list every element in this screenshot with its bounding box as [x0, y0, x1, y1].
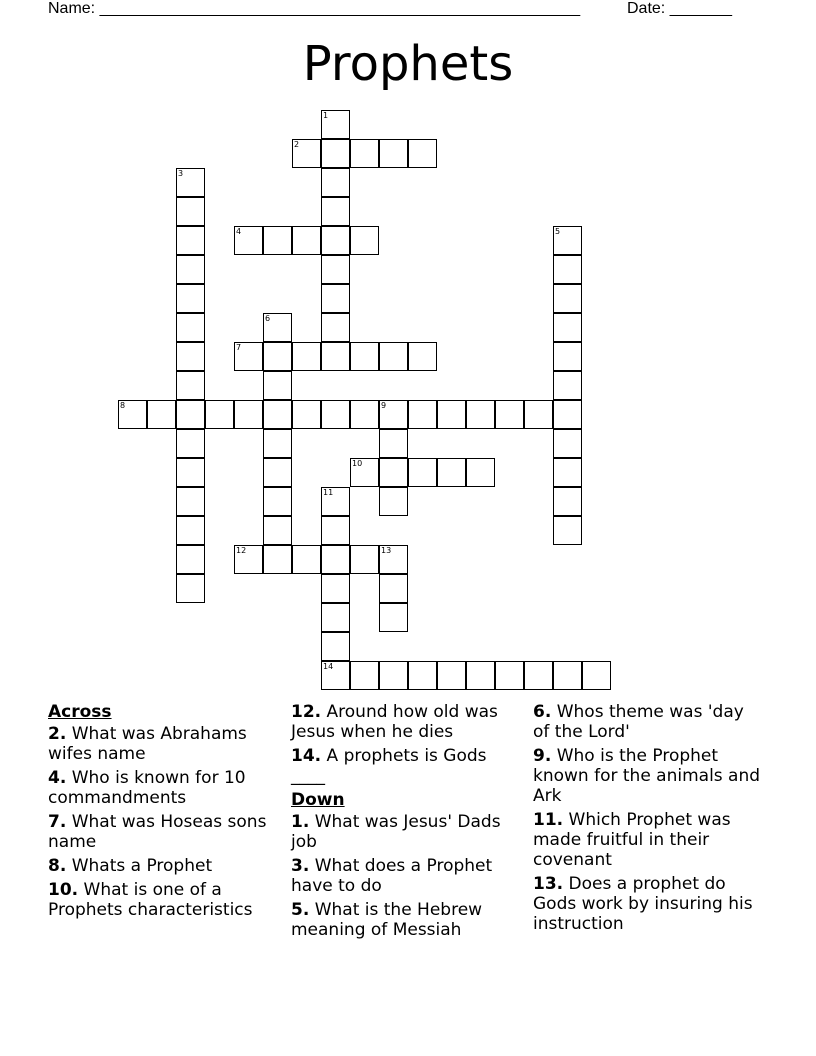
clue-number: 6.	[533, 702, 552, 722]
cell-number: 9	[381, 401, 387, 410]
clue-number: 13.	[533, 874, 564, 894]
clue-down-5	[291, 900, 523, 940]
grid-cell[interactable]	[321, 603, 350, 632]
grid-cell[interactable]	[292, 400, 321, 429]
clue-down-6	[533, 702, 763, 742]
clue-text: What was Jesus' Dads job	[291, 812, 501, 852]
grid-cell[interactable]	[553, 458, 582, 487]
grid-cell[interactable]	[379, 545, 408, 574]
grid-cell[interactable]	[553, 487, 582, 516]
date-field-label: Date: _______	[627, 0, 732, 17]
grid-cell[interactable]	[205, 400, 234, 429]
grid-cell[interactable]	[321, 226, 350, 255]
grid-cell[interactable]	[350, 458, 379, 487]
cell-number: 13	[381, 546, 392, 555]
grid-cell[interactable]	[234, 545, 263, 574]
grid-cell[interactable]	[466, 400, 495, 429]
grid-cell[interactable]	[263, 371, 292, 400]
grid-cell[interactable]	[582, 661, 611, 690]
grid-cell[interactable]	[263, 342, 292, 371]
cell-number: 2	[294, 140, 300, 149]
grid-cell[interactable]	[292, 342, 321, 371]
down-heading: Down	[291, 790, 345, 810]
cell-number: 4	[236, 227, 242, 236]
clue-text: What is the Hebrew meaning of Messiah	[291, 900, 483, 940]
grid-cell[interactable]	[118, 400, 147, 429]
clue-number: 2.	[48, 724, 67, 744]
grid-cell[interactable]	[321, 661, 350, 690]
grid-cell[interactable]	[176, 371, 205, 400]
grid-cell[interactable]	[321, 342, 350, 371]
clue-text: What is one of a Prophets characteristics	[48, 880, 253, 920]
clue-number: 3.	[291, 856, 310, 876]
clue-down-11	[533, 810, 763, 870]
clue-column-3	[533, 702, 763, 938]
grid-cell[interactable]	[466, 458, 495, 487]
grid-cell[interactable]	[263, 226, 292, 255]
clue-text: Who is known for 10 commandments	[48, 768, 246, 808]
grid-cell[interactable]	[321, 255, 350, 284]
grid-cell[interactable]	[176, 458, 205, 487]
grid-cell[interactable]	[176, 429, 205, 458]
clue-text: What does a Prophet have to do	[291, 856, 493, 896]
cell-number: 5	[555, 227, 561, 236]
clue-number: 9.	[533, 746, 552, 766]
grid-cell[interactable]	[379, 342, 408, 371]
grid-cell[interactable]	[379, 603, 408, 632]
grid-cell[interactable]	[321, 400, 350, 429]
grid-cell[interactable]	[321, 516, 350, 545]
grid-cell[interactable]	[176, 284, 205, 313]
grid-cell[interactable]	[437, 661, 466, 690]
clue-down-9	[533, 746, 763, 806]
grid-cell[interactable]	[176, 545, 205, 574]
grid-cell[interactable]	[176, 574, 205, 603]
clue-across-10	[48, 880, 278, 920]
grid-cell[interactable]	[234, 400, 263, 429]
clue-across-4	[48, 768, 278, 808]
clue-text: What was Hoseas sons name	[48, 812, 267, 852]
clue-across-7	[48, 812, 278, 852]
grid-cell[interactable]	[176, 313, 205, 342]
clue-text: Around how old was Jesus when he dies	[291, 702, 498, 742]
grid-cell[interactable]	[553, 313, 582, 342]
grid-cell[interactable]	[321, 487, 350, 516]
clue-text: A prophets is Gods ____	[291, 746, 487, 786]
clue-down-3	[291, 856, 523, 896]
clue-text: What was Abrahams wifes name	[48, 724, 247, 764]
cell-number: 14	[323, 662, 334, 671]
grid-cell[interactable]	[263, 429, 292, 458]
grid-cell[interactable]	[321, 632, 350, 661]
grid-cell[interactable]	[466, 661, 495, 690]
grid-cell[interactable]	[350, 545, 379, 574]
grid-cell[interactable]	[176, 342, 205, 371]
grid-cell[interactable]	[321, 139, 350, 168]
clue-text: Who is the Prophet known for the animals and Ark	[533, 746, 761, 806]
grid-cell[interactable]	[408, 400, 437, 429]
grid-cell[interactable]	[321, 545, 350, 574]
grid-cell[interactable]	[553, 516, 582, 545]
clue-across-14	[291, 746, 523, 786]
clue-text: Which Prophet was made fruitful in their covenant	[533, 810, 731, 870]
clue-down-1	[291, 812, 523, 852]
grid-cell[interactable]	[379, 429, 408, 458]
grid-cell[interactable]	[292, 226, 321, 255]
grid-cell[interactable]	[379, 458, 408, 487]
grid-cell[interactable]	[408, 661, 437, 690]
grid-cell[interactable]	[350, 226, 379, 255]
name-field-label: Name: ______________________________________________________	[48, 0, 581, 17]
grid-cell[interactable]	[321, 574, 350, 603]
clue-across-2	[48, 724, 278, 764]
grid-cell[interactable]	[263, 400, 292, 429]
cell-number: 7	[236, 343, 242, 352]
grid-cell[interactable]	[350, 661, 379, 690]
grid-cell[interactable]	[553, 429, 582, 458]
grid-cell[interactable]	[176, 400, 205, 429]
grid-cell[interactable]	[437, 400, 466, 429]
grid-cell[interactable]	[553, 371, 582, 400]
grid-cell[interactable]	[263, 487, 292, 516]
clue-number: 8.	[48, 856, 67, 876]
clue-text: Whats a Prophet	[71, 856, 213, 876]
cell-number: 1	[323, 111, 329, 120]
grid-cell[interactable]	[408, 139, 437, 168]
grid-cell[interactable]	[553, 284, 582, 313]
grid-cell[interactable]	[495, 661, 524, 690]
grid-cell[interactable]	[350, 139, 379, 168]
cell-number: 3	[178, 169, 184, 178]
grid-cell[interactable]	[495, 400, 524, 429]
grid-cell[interactable]	[553, 342, 582, 371]
grid-cell[interactable]	[263, 458, 292, 487]
grid-cell[interactable]	[176, 197, 205, 226]
grid-cell[interactable]	[408, 342, 437, 371]
grid-cell[interactable]	[553, 400, 582, 429]
grid-cell[interactable]	[524, 400, 553, 429]
grid-cell[interactable]	[379, 487, 408, 516]
clue-number: 14.	[291, 746, 322, 766]
clue-number: 4.	[48, 768, 67, 788]
clue-number: 10.	[48, 880, 79, 900]
grid-cell[interactable]	[379, 139, 408, 168]
grid-cell[interactable]	[321, 313, 350, 342]
grid-cell[interactable]	[176, 168, 205, 197]
grid-cell[interactable]	[350, 400, 379, 429]
grid-cell[interactable]	[553, 661, 582, 690]
cell-number: 12	[236, 546, 247, 555]
across-heading: Across	[48, 702, 112, 722]
grid-cell[interactable]	[147, 400, 176, 429]
clue-number: 7.	[48, 812, 67, 832]
grid-cell[interactable]	[176, 516, 205, 545]
grid-cell[interactable]	[292, 545, 321, 574]
clue-text: Whos theme was 'day of the Lord'	[533, 702, 744, 742]
grid-cell[interactable]	[321, 168, 350, 197]
grid-cell[interactable]	[234, 342, 263, 371]
clue-number: 5.	[291, 900, 310, 920]
grid-cell[interactable]	[553, 226, 582, 255]
grid-cell[interactable]	[176, 226, 205, 255]
grid-cell[interactable]	[321, 284, 350, 313]
clue-number: 1.	[291, 812, 310, 832]
clue-across-12	[291, 702, 523, 742]
grid-cell[interactable]	[408, 458, 437, 487]
grid-cell[interactable]	[379, 661, 408, 690]
grid-cell[interactable]	[524, 661, 553, 690]
cell-number: 10	[352, 459, 363, 468]
grid-cell[interactable]	[321, 197, 350, 226]
cell-number: 8	[120, 401, 126, 410]
clue-column-2	[291, 702, 523, 944]
clue-text: Does a prophet do Gods work by insuring his instruction	[533, 874, 753, 934]
grid-cell[interactable]	[263, 516, 292, 545]
clue-number: 11.	[533, 810, 564, 830]
grid-cell[interactable]	[437, 458, 466, 487]
page-title: Prophets	[302, 36, 514, 92]
clue-down-13	[533, 874, 763, 934]
grid-cell[interactable]	[263, 313, 292, 342]
grid-cell[interactable]	[234, 226, 263, 255]
grid-cell[interactable]	[379, 400, 408, 429]
grid-cell[interactable]	[263, 545, 292, 574]
grid-cell[interactable]	[176, 255, 205, 284]
cell-number: 6	[265, 314, 271, 323]
grid-cell[interactable]	[321, 110, 350, 139]
grid-cell[interactable]	[292, 139, 321, 168]
clue-column-1	[48, 702, 278, 924]
grid-cell[interactable]	[350, 342, 379, 371]
grid-cell[interactable]	[379, 574, 408, 603]
clue-number: 12.	[291, 702, 322, 722]
cell-number: 11	[323, 488, 334, 497]
grid-cell[interactable]	[176, 487, 205, 516]
clue-across-8	[48, 856, 278, 876]
grid-cell[interactable]	[553, 255, 582, 284]
